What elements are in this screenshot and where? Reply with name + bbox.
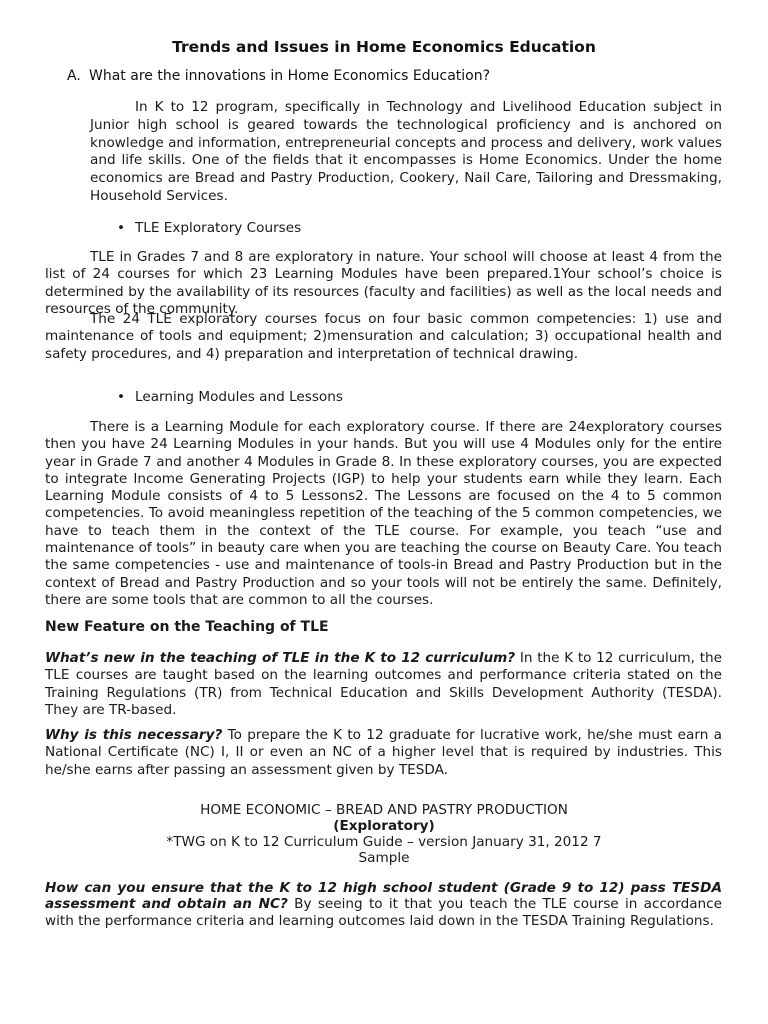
intro-paragraph: In K to 12 program, specifically in Technology and Livelihood Education subject in Junior high school is geared towards the technological proficiency and is anchored on knowledge and information, entrepreneurial concepts and process and delivery, work values and life skills. One of the fields that it encompasses is Home Economics. Under the home economics are Bread and Pastry Production, Cookery, Nail Care, Tailoring and Dressmaking, Household Services. (90, 99, 722, 204)
paragraph-competencies: The 24 TLE exploratory courses focus on four basic common competencies: 1) use and maintenance of tools and equipment; 2)mensuration and calculation; 3) occupational health and safety procedures, and 4) preparation and interpretation of technical drawing. (45, 311, 722, 362)
paragraph-whats-new (45, 650, 722, 719)
answer-text: In the K to 12 curriculum, the TLE courses are taught based on the learning outcomes and performance criteria stated on the Training Regulations (TR) from Technical Education and Skills Development Authority (TESDA). They are TR-based. (45, 650, 722, 718)
bullet-icon: • (117, 389, 126, 405)
question-lead: Why is this necessary? (45, 727, 223, 743)
centered-footnote-twg: *TWG on K to 12 Curriculum Guide – version January 31, 2012 7 (166, 834, 602, 850)
paragraph-tle-grades: TLE in Grades 7 and 8 are exploratory in nature. Your school will choose at least 4 from the list of 24 courses for which 23 Learning Modules have been prepared.1Your school’s choice is determined by the availability of its resources (faculty and facilities) as well as the local needs and resources of the community. (45, 249, 722, 317)
section-a-heading (67, 68, 490, 84)
bullet-label: Learning Modules and Lessons (135, 389, 343, 405)
centered-label-sample: Sample (358, 850, 410, 866)
centered-heading-bread-pastry: HOME ECONOMIC – BREAD AND PASTRY PRODUCTION (200, 802, 568, 818)
centered-subheading-exploratory: (Exploratory) (333, 818, 435, 834)
paragraph-learning-modules: There is a Learning Module for each exploratory course. If there are 24exploratory courses then you have 24 Learning Modules in your hands. But you will use 4 Modules only for the entire year in Grade 7 and another 4 Modules in Grade 8. In these exploratory courses, you are expected to integrate Income Generating Projects (IGP) to help your students earn while they learn. Each Learning Module consists of 4 to 5 Lessons2. The Lessons are focused on the 4 to 5 common competencies. To avoid meaningless repetition of the teaching of the 5 common competencies, we have to teach them in the context of the TLE course. For example, you teach “use and maintenance of tools” in beauty care when you are teaching the course on Beauty Care. You teach the same competencies - use and maintenance of tools-in Bread and Pastry Production but in the context of Bread and Pastry Production and so your tools will not be entirely the same. Definitely, there are some tools that are common to all the courses. (45, 419, 722, 608)
page-title: Trends and Issues in Home Economics Education (172, 38, 596, 56)
section-heading-new-feature: New Feature on the Teaching of TLE (45, 619, 329, 635)
bullet-label: TLE Exploratory Courses (135, 220, 302, 236)
question-lead: What’s new in the teaching of TLE in the K to 12 curriculum? (45, 650, 516, 666)
answer-text: By seeing to it that you teach the TLE course in accordance with the performance criteria and learning outcomes laid down in the TESDA Training Regulations. (45, 896, 723, 929)
section-a-marker: A. (67, 68, 81, 84)
answer-text: To prepare the K to 12 graduate for lucrative work, he/she must earn a National Certificate (NC) I, II or even an NC of a higher level that is required by industries. This he/she earns after passing an assessment given by TESDA. (45, 727, 722, 778)
paragraph-why-necessary (45, 727, 722, 779)
paragraph-how-ensure (45, 880, 722, 929)
section-a-question: What are the innovations in Home Economics Education? (89, 68, 491, 84)
question-lead: How can you ensure that the K to 12 high school student (Grade 9 to 12) pass TESDA assessment and obtain an NC? (45, 880, 722, 913)
bullet-icon: • (117, 220, 126, 236)
